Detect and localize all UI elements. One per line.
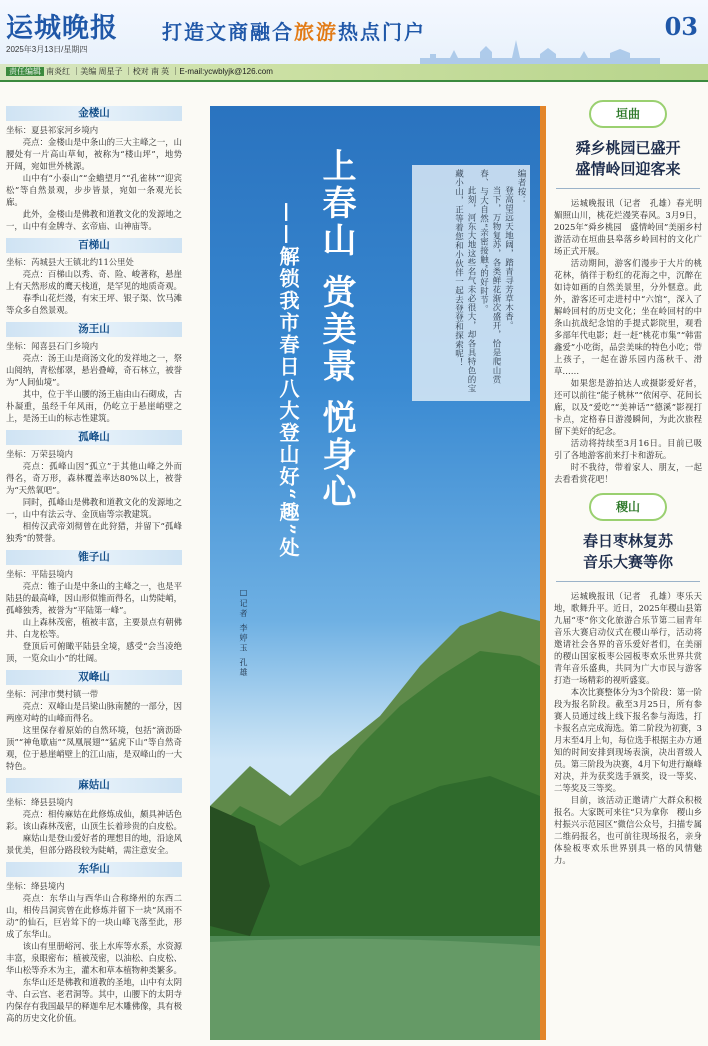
mountain-section-title: 汤王山 xyxy=(6,322,182,337)
mountain-location: 坐标：万荣县境内 xyxy=(6,449,73,459)
mountain-section xyxy=(6,862,182,1024)
editors-note xyxy=(412,165,530,401)
mountain-section-title: 麻姑山 xyxy=(6,778,182,793)
mountain-section xyxy=(6,238,182,316)
publication-date: 2025年3月13日/星期四 xyxy=(6,45,88,54)
story-paragraph: 本次比赛整体分为3个阶段：第一阶段为报名阶段。截至3月25日，所有参赛人员通过线上线下报名参与海选，打卡报名点完成海选。第二阶段为初赛，3月末至4月上旬，每位选手根据主办方通知的时间安排到现场表演，决出晋级人员。第三阶段为决赛，4月下旬进行巅峰对决，并为获奖选手颁奖，设一等奖、二等奖及三等奖。 xyxy=(554,687,702,793)
feature-byline: □记者 李婷玉 孔雄 xyxy=(239,588,248,679)
mountain-paragraph: 此外，金楼山是佛教和道教文化的发源地之一，山中有金牌寺、玄帝庙、山神庙等。 xyxy=(6,209,182,231)
mountain-location: 坐标：夏县祁家河乡境内 xyxy=(6,125,99,135)
mountain-paragraph: 登顶后可俯瞰平陆县全境，感受“会当凌绝顶，一览众山小”的壮阔。 xyxy=(6,641,182,663)
mountain-section-title: 双峰山 xyxy=(6,670,182,685)
mountain-section xyxy=(6,106,182,232)
story-headline: 舜乡桃园已盛开 盛情岭回迎客来 xyxy=(575,139,681,178)
editors-note-paragraph: 登高望远天地阔，踏青寻芳草木香。 xyxy=(503,186,514,330)
mountain-section-title: 百梯山 xyxy=(6,238,182,253)
page-number: 03 xyxy=(664,12,698,41)
masthead xyxy=(0,0,708,64)
region-badge: 垣曲 xyxy=(589,100,667,128)
mountain-paragraph: 同时，孤峰山是佛教和道教文化的发源地之一，山中有法云寺、金顶庙等宗教建筑。 xyxy=(6,497,182,519)
story-paragraph: 运城晚报讯（记者 孔雄）春光明媚照山川，桃花烂漫笑春风。3月9日，2025年“舜乡桃园 盛情岭回”美丽乡村游活动在垣曲县皋落乡岭回村的文化广场正式开展。 xyxy=(554,198,702,256)
orange-divider xyxy=(540,106,546,1040)
mountain-paragraph: 山中有“小泰山”“金蟾望月”“孔雀林”“迎宾松”等自然景观，步步皆景，宛如一条观光长廊。 xyxy=(6,173,182,207)
mountain-section-title: 东华山 xyxy=(6,862,182,877)
editors-note-paragraph: 当下，万物复苏，各类鲜花渐次盛开，恰是爬山赏春、与大自然“亲密接触”的好时节。 xyxy=(478,169,501,384)
story-paragraph: 如果您是游拍达人或摄影爱好者，还可以前往“能子桃林”“依闲亭、花间长廊，以及“爱吃”“美神话”“德溪”影视打卡点，定格春日游漫瞬间，为此次旅程留下美好的纪念。 xyxy=(554,378,702,436)
story-paragraph: 目前，该活动正邀请广大群众积极报名。大家既可来往“只为拿你 稷山乡村振兴示范园区”微信公众号，扫描专属二维码报名，也可前往现场报名，亲身体验板枣欢乐世界别具一格的风情魅力。 xyxy=(554,795,702,865)
mountain-location: 坐标：闻喜县石门乡境内 xyxy=(6,341,99,351)
mountain-location: 坐标：芮城县大王镇北约11公里处 xyxy=(6,257,134,267)
feature-title: 上春山 赏美景 悦身心 xyxy=(316,148,356,511)
story-body xyxy=(552,197,704,485)
story-paragraph: 运城晚报讯（记者 孔雄）枣乐天地，歌舞升平。近日，2025年稷山县第九届“枣”你文化旅游合乐节第二届青年音乐大赛启动仪式在稷山举行，活动将邀请社会各界的音乐爱好者们，在美丽的稷山国家板枣公园板枣欢乐世界共赏青年音乐盛典，共同为广大市民与游客打造一场精彩的视听盛宴。 xyxy=(554,591,702,685)
mountain-paragraph: 麻姑山是登山爱好者的理想目的地，沿途风景优美，但部分路段较为陡峭，需注意安全。 xyxy=(6,833,182,855)
mountain-section-title: 孤峰山 xyxy=(6,430,182,445)
mountain-section xyxy=(6,550,182,664)
story-jishan xyxy=(552,493,704,866)
mountain-section xyxy=(6,778,182,856)
story-yuanqu xyxy=(552,100,704,485)
mountain-paragraph: 亮点：锥子山是中条山的主峰之一，也是平陆县的最高峰，因山形似锥而得名，山势陡峭，孤峰独秀，被誉为“平陆第一峰”。 xyxy=(6,581,182,615)
mountain-paragraph: 这里保存着原始的自然环境，包括“滴沥卧顶”“神龟歇庙”“凤凰展翅”“猛虎下山”等自然奇观，位于悬崖峭壁上的江山庙，是双峰山的一大特色。 xyxy=(6,725,182,771)
news-column xyxy=(552,92,704,1042)
story-headline: 春日枣林复苏 音乐大赛等你 xyxy=(582,532,673,571)
mountain-paragraph: 亮点：百梯山以秀、奇、险、峻著称，悬崖上有天然形成的鹰天栈道，是罕见的地质奇观。 xyxy=(6,269,182,291)
mountain-section xyxy=(6,322,182,424)
mountain-location: 坐标：平陆县境内 xyxy=(6,569,73,579)
page-slogan: 打造文商融合旅游热点门户 xyxy=(162,20,426,44)
feature-subtitle: ——解锁我市春日八大登山好“趣”处 xyxy=(276,202,300,560)
story-paragraph: 活动期间，游客们漫步于大片的桃花林，徜徉于粉红的花海之中，沉醉在如诗如画的自然美景里，分外惬意。此外，游客还可走进村中“六馆”，深入了解岭回村的历史文化；坐在岭回村的中条山抗战纪念馆的手提式影院里，观看多部年代电影；赶一赶“桃花市集”“韩雷鑫爱”小吃街，品尝美味的特色小吃；带上孩子，一起在游乐园内荡秋千、滑草…… xyxy=(554,258,702,376)
mountain-list-column xyxy=(6,106,182,1042)
mountain-paragraph: 春季山花烂漫，有宋王坪、银子渠、饮马滩等众多自然景观。 xyxy=(6,293,182,315)
mountain-paragraph: 亮点：双峰山是吕梁山脉南麓的一部分，因两座对峙的山峰而得名。 xyxy=(6,701,182,723)
mountain-paragraph: 亮点：相传麻姑在此修炼成仙，颇具神话色彩。该山森林茂密，山顶生长着珍贵的白皮松。 xyxy=(6,809,182,831)
mountain-paragraph: 亮点：金楼山是中条山的三大主峰之一，山腰处有一片高山草甸，被称为“楼山坪”，地势开阔，宛如世外桃源。 xyxy=(6,137,182,171)
mountain-location: 坐标：河津市樊村镇一带 xyxy=(6,689,99,699)
mountain-section xyxy=(6,670,182,772)
story-paragraph: 时不我待，带着家人、朋友，一起去看看赏花吧！ xyxy=(554,462,702,484)
mountain-section-title: 锥子山 xyxy=(6,550,182,565)
city-skyline-icon xyxy=(420,36,660,64)
mountain-paragraph: 该山有里册峪河、张上水库等水系，水资源丰富，泉眼密布；植被茂密，以油松、白皮松、华山松等乔木为主，灌木和草本植物种类繁多。 xyxy=(6,941,182,975)
editors-note-paragraph: 此刻，河东大地这些名气未必很大，却各具特色的宝藏小山，正等着您和小伙伴一起去登登和探索呢！ xyxy=(453,169,476,393)
mountain-paragraph: 东华山还是佛教和道教的圣地，山中有太阴寺、白云宫、老君洞等。其中，山腰下的太阴寺内保存有我国最早的释迦牟尼木雕佛像，具有极高的历史文化价值。 xyxy=(6,977,182,1023)
story-paragraph: 活动将持续至3月16日。目前已吸引了各地游客前来打卡和游玩。 xyxy=(554,438,702,460)
mountain-paragraph: 山上森林茂密，植被丰富，主要景点有朝佛井、白龙松等。 xyxy=(6,617,182,639)
mountain-location: 坐标：绛县县境内 xyxy=(6,797,73,807)
mountain-location: 坐标：绛县境内 xyxy=(6,881,65,891)
newspaper-logo: 运城晚报 xyxy=(6,13,118,44)
editor-credits-bar: 责任编辑 南炎红 ｜美编 周星子 ｜校对 南 英 ｜E-mail:ycwblyjk@126.com xyxy=(0,64,708,82)
mountain-paragraph: 亮点：东华山与西华山合称绛州的东西二山，相传吕洞宾曾在此修炼并留下一块“风雨不动”的仙石，巨岩耸下的一块山峰飞落至此，形成了东华山。 xyxy=(6,893,182,939)
mountain-section-title: 金楼山 xyxy=(6,106,182,121)
mountain-section xyxy=(6,430,182,544)
mountain-paragraph: 相传汉武帝刘彻曾在此狩猎，并留下“孤峰独秀”的赞誉。 xyxy=(6,521,182,543)
story-body xyxy=(552,590,704,866)
mountain-paragraph: 其中，位于半山腰的汤王庙由山石砌成，古朴凝重，虽经千年风雨，仍屹立于悬崖峭壁之上，是汤王山的标志性建筑。 xyxy=(6,389,182,423)
region-badge: 稷山 xyxy=(589,493,667,521)
mountain-paragraph: 亮点：孤峰山因“孤立”于其他山峰之外而得名，奇万形，森林覆盖率达80%以上，被誉为“天然氧吧”。 xyxy=(6,461,182,495)
editors-note-label: 编者按： xyxy=(516,169,526,205)
mountain-paragraph: 亮点：汤王山是商汤文化的发祥地之一，祭山阅纳，青松郁翠，悬岩叠嶂，奇石林立，被誉为“人间仙境”。 xyxy=(6,353,182,387)
